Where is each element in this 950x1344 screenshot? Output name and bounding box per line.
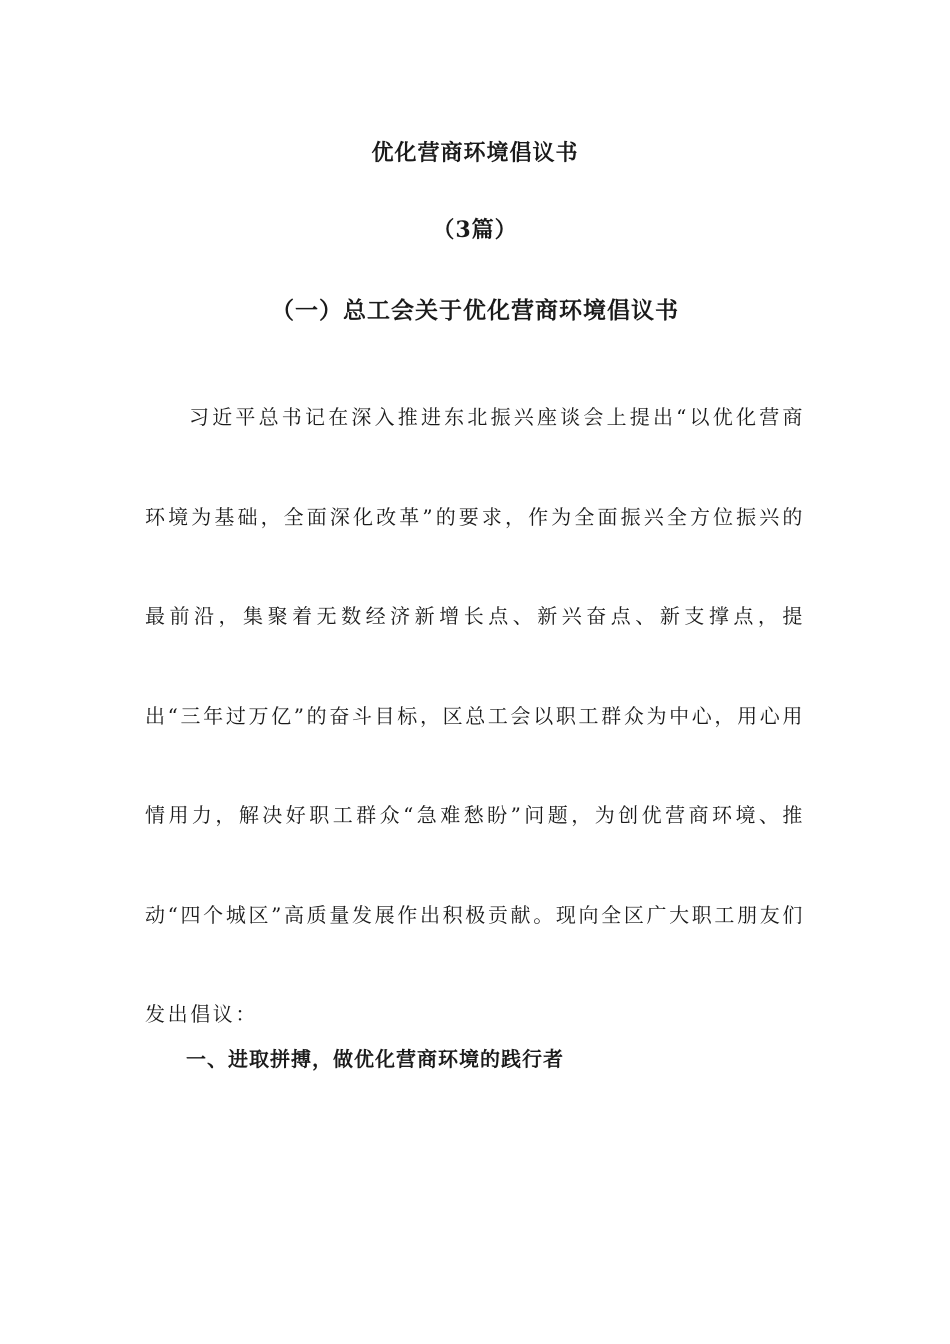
section-title: （一）总工会关于优化营商环境倡议书: [271, 297, 679, 324]
section-heading-one: 一、进取拼搏，做优化营商环境的践行者: [186, 1047, 564, 1071]
document-title: 优化营商环境倡议书: [371, 140, 579, 166]
document-subtitle: （3篇）: [432, 217, 518, 243]
body-paragraph: 习近平总书记在深入推进东北振兴座谈会上提出“以优化营商环境为基础，全面深化改革”的要求，作为全面振兴全方位振兴的最前沿，集聚着无数经济新增长点、新兴奋点、新支撑点，提出“三年过万亿”的奋斗目标，区总工会以职工群众为中心，用心用情用力，解决好职工群众“急难愁盼”问题，为创优营商环境、推动“四个城区”高质量发展作出积极贡献。现向全区广大职工朋友们发出倡议：: [145, 405, 805, 1026]
